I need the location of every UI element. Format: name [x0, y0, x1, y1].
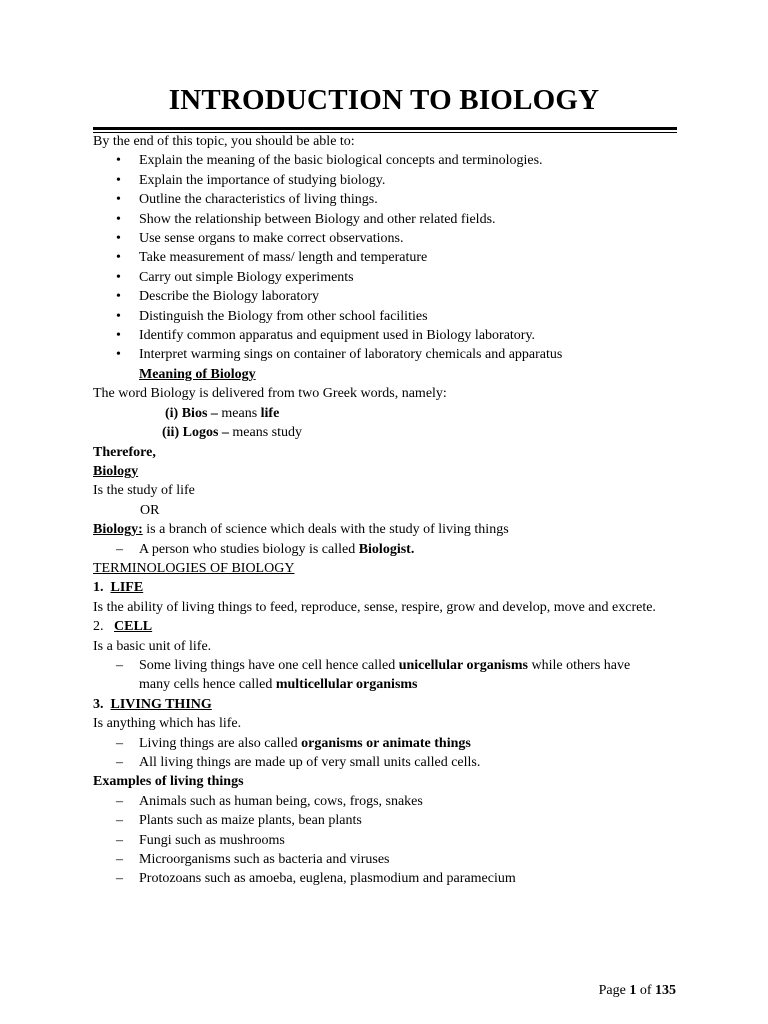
cell-number: 2.: [93, 619, 104, 635]
cell-definition: Is a basic unit of life.: [93, 638, 212, 654]
cell-bold-1: unicellular organisms: [398, 657, 528, 673]
therefore-text: Therefore,: [93, 444, 156, 460]
cell-text-2: while others have many cells hence called: [139, 657, 631, 693]
terminologies-heading: [93, 559, 683, 578]
bios-value: life: [260, 405, 280, 421]
objective-item: • Identify common apparatus and equipment used in Biology laboratory.: [93, 326, 683, 345]
meaning-heading-text: Meaning of Biology: [139, 366, 256, 382]
living-item-2: – All living things are made up of very small units called cells.: [93, 753, 683, 772]
intro-text: By the end of this topic, you should be able to:: [93, 134, 355, 149]
objective-item: • Carry out simple Biology experiments: [93, 268, 683, 287]
examples-list: [93, 792, 683, 889]
living-item-1: [93, 734, 683, 753]
living-number: 3.: [93, 696, 104, 712]
living-text-1: Living things are also called: [139, 735, 302, 751]
living-thing-definition: Is anything which has life.: [93, 716, 242, 732]
example-item: – Protozoans such as amoeba, euglena, plasmodium and paramecium: [93, 869, 683, 888]
cell-bold-2: multicellular organisms: [275, 677, 418, 693]
greek-word-logos: [93, 423, 683, 442]
objective-item: • Show the relationship between Biology and other related fields.: [93, 210, 683, 229]
objective-item: • Describe the Biology laboratory: [93, 287, 683, 306]
bios-means: means: [217, 405, 261, 421]
page-footer: [599, 983, 676, 999]
logos-rest: means study: [228, 425, 302, 441]
logos-label: (ii) Logos –: [162, 425, 229, 441]
objective-item: • Take measurement of mass/ length and temperature: [93, 248, 683, 267]
or-text: OR: [140, 502, 160, 518]
page-total: 135: [655, 983, 676, 998]
cell-text-1: Some living things have one cell hence called: [139, 657, 399, 673]
meaning-heading: [93, 365, 683, 384]
biology-def2-label: Biology:: [93, 522, 143, 538]
example-item: – Microorganisms such as bacteria and viruses: [93, 850, 683, 869]
cell-heading-text: CELL: [114, 619, 153, 635]
biology-definition-1: Is the study of life: [93, 483, 195, 499]
life-number: 1.: [93, 580, 104, 596]
biology-heading: [93, 462, 683, 481]
objective-item: • Explain the meaning of the basic biological concepts and terminologies.: [93, 151, 683, 170]
biology-heading-text: Biology: [93, 463, 139, 479]
page-number: 1: [629, 983, 637, 998]
living-bold-1: organisms or animate things: [301, 735, 471, 751]
example-item: – Plants such as maize plants, bean plants: [93, 811, 683, 830]
example-item: – Fungi such as mushrooms: [93, 831, 683, 850]
living-heading-text: LIVING THING: [110, 696, 212, 712]
biology-definition-2: [93, 520, 683, 539]
biology-def2-text: is a branch of science which deals with the study of living things: [142, 522, 509, 538]
document-body: [93, 132, 683, 889]
cell-heading: [93, 617, 683, 636]
page-title: INTRODUCTION TO BIOLOGY: [168, 84, 600, 116]
living-thing-heading: [93, 695, 683, 714]
life-definition: Is the ability of living things to feed, reproduce, sense, respire, grow and develop, move and excrete.: [93, 599, 656, 615]
biologist-item: [93, 540, 683, 559]
objective-item: • Use sense organs to make correct observations.: [93, 229, 683, 248]
greek-word-bios: [93, 404, 683, 423]
biologist-text: A person who studies biology is called: [139, 541, 359, 557]
of-label: of: [636, 983, 655, 998]
bios-label: (i) Bios –: [165, 405, 218, 421]
page-label: Page: [598, 983, 630, 998]
title-rule-thick: [93, 127, 677, 130]
example-item: – Animals such as human being, cows, frogs, snakes: [93, 792, 683, 811]
meaning-sentence: The word Biology is delivered from two Greek words, namely:: [93, 386, 447, 402]
biologist-word: Biologist.: [358, 541, 415, 557]
cell-item: [93, 656, 683, 695]
objective-item: • Distinguish the Biology from other school facilities: [93, 307, 683, 326]
terminologies-heading-text: TERMINOLOGIES OF BIOLOGY: [93, 560, 295, 576]
life-heading-text: LIFE: [110, 580, 144, 596]
examples-heading: Examples of living things: [93, 774, 244, 790]
objectives-list: [93, 151, 683, 364]
objective-item: • Outline the characteristics of living things.: [93, 190, 683, 209]
life-heading: [93, 578, 683, 597]
objective-item: • Explain the importance of studying biology.: [93, 171, 683, 190]
objective-item: • Interpret warming sings on container of laboratory chemicals and apparatus: [93, 345, 683, 364]
